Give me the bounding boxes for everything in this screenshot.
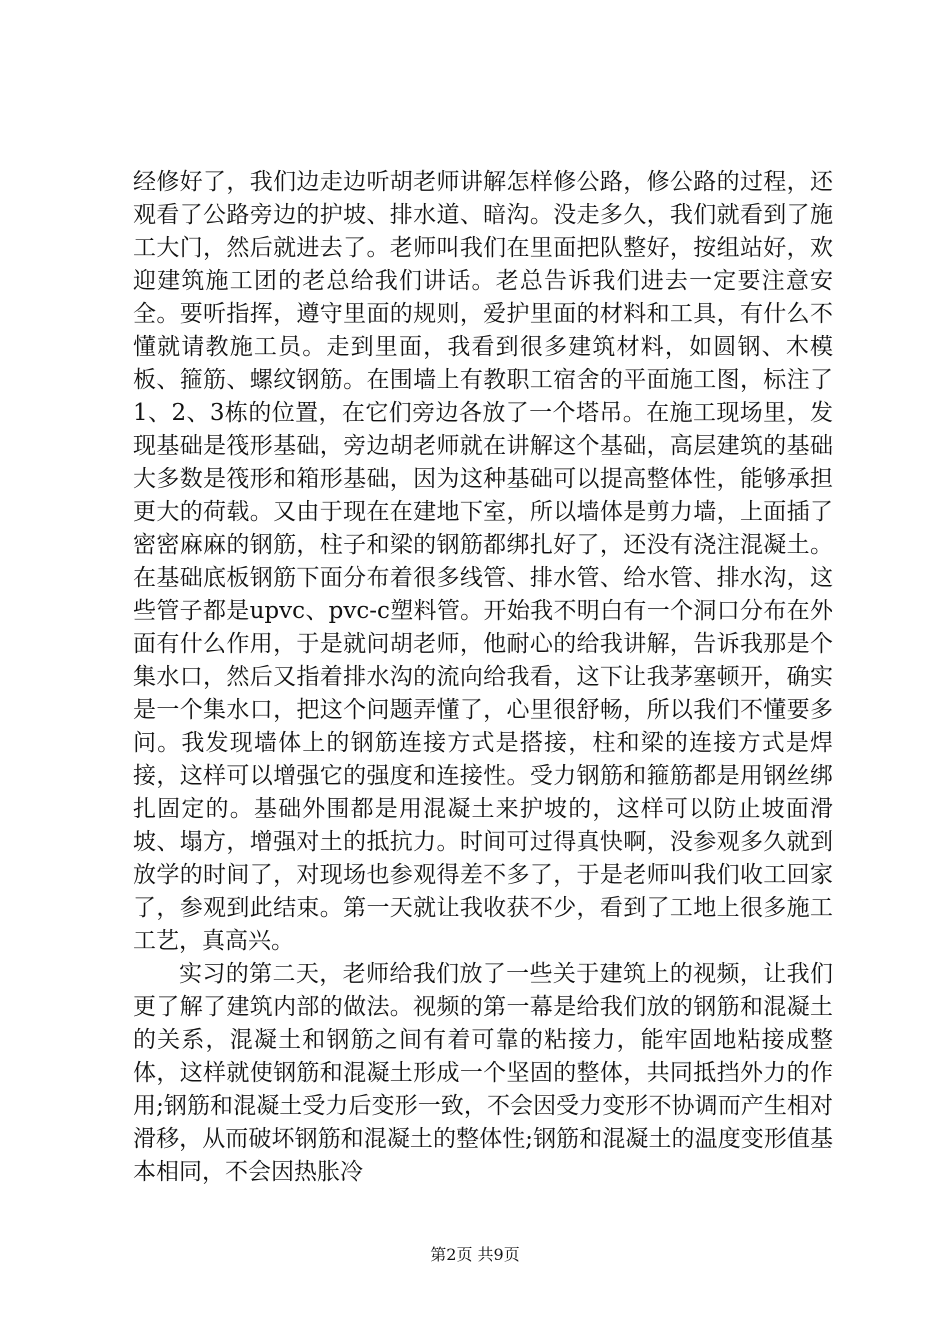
paragraph-2: 实习的第二天，老师给我们放了一些关于建筑上的视频，让我们更了解了建筑内部的做法。视频的第一幕是给我们放的钢筋和混凝土的关系，混凝土和钢筋之间有着可靠的粘接力，能牢固地粘接成整体，这样就使钢筋和混凝土形成一个坚固的整体，共同抵挡外力的作用;钢筋和混凝土受力后变形一致，不会因受力变形不协调而产生相对滑移，从而破坏钢筋和混凝土的整体性;钢筋和混凝土的温度变形值基本相同，不会因热胀冷 [133,961,833,1185]
paragraph-1: 经修好了，我们边走边听胡老师讲解怎样修公路，修公路的过程，还观看了公路旁边的护坡、排水道、暗沟。没走多久，我们就看到了施工大门，然后就进去了。老师叫我们在里面把队整好，按组站好，欢迎建筑施工团的老总给我们讲话。老总告诉我们进去一定要注意安全。要听指挥，遵守里面的规则，爱护里面的材料和工具，有什么不懂就请教施工员。走到里面，我看到很多建筑材料，如圆钢、木模板、箍筋、螺纹钢筋。在围墙上有教职工宿舍的平面施工图，标注了1、2、3栋的位置，在它们旁边各放了一个塔吊。在施工现场里，发现基础是筏形基础，旁边胡老师就在讲解这个基础，高层建筑的基础大多数是筏形和箱形基础，因为这种基础可以提高整体性，能够承担更大的荷载。又由于现在在建地下室，所以墙体是剪力墙，上面插了密密麻麻的钢筋，柱子和梁的钢筋都绑扎好了，还没有浇注混凝土。在基础底板钢筋下面分布着很多线管、排水管、给水管、排水沟，这些管子都是upvc、pvc-c塑料管。开始我不明白有一个洞口分布在外面有什么作用，于是就问胡老师，他耐心的给我讲解，告诉我那是个集水口，然后又指着排水沟的流向给我看，这下让我茅塞顿开，确实是一个集水口，把这个问题弄懂了，心里很舒畅，所以我们不懂要多问。我发现墙体上的钢筋连接方式是搭接，柱和梁的连接方式是焊接，这样可以增强它的强度和连接性。受力钢筋和箍筋都是用钢丝绑扎固定的。基础外围都是用混凝土来护坡的，这样可以防止坡面滑坡、塌方，增强对土的抵抗力。时间可过得真快啊，没参观多久就到放学的时间了，对现场也参观得差不多了，于是老师叫我们收工回家了，参观到此结束。第一天就让我收获不少，看到了工地上很多施工工艺，真高兴。 [133,169,833,954]
page-number-footer: 第2页 共9页 [430,1245,520,1264]
body-text [133,166,833,1189]
